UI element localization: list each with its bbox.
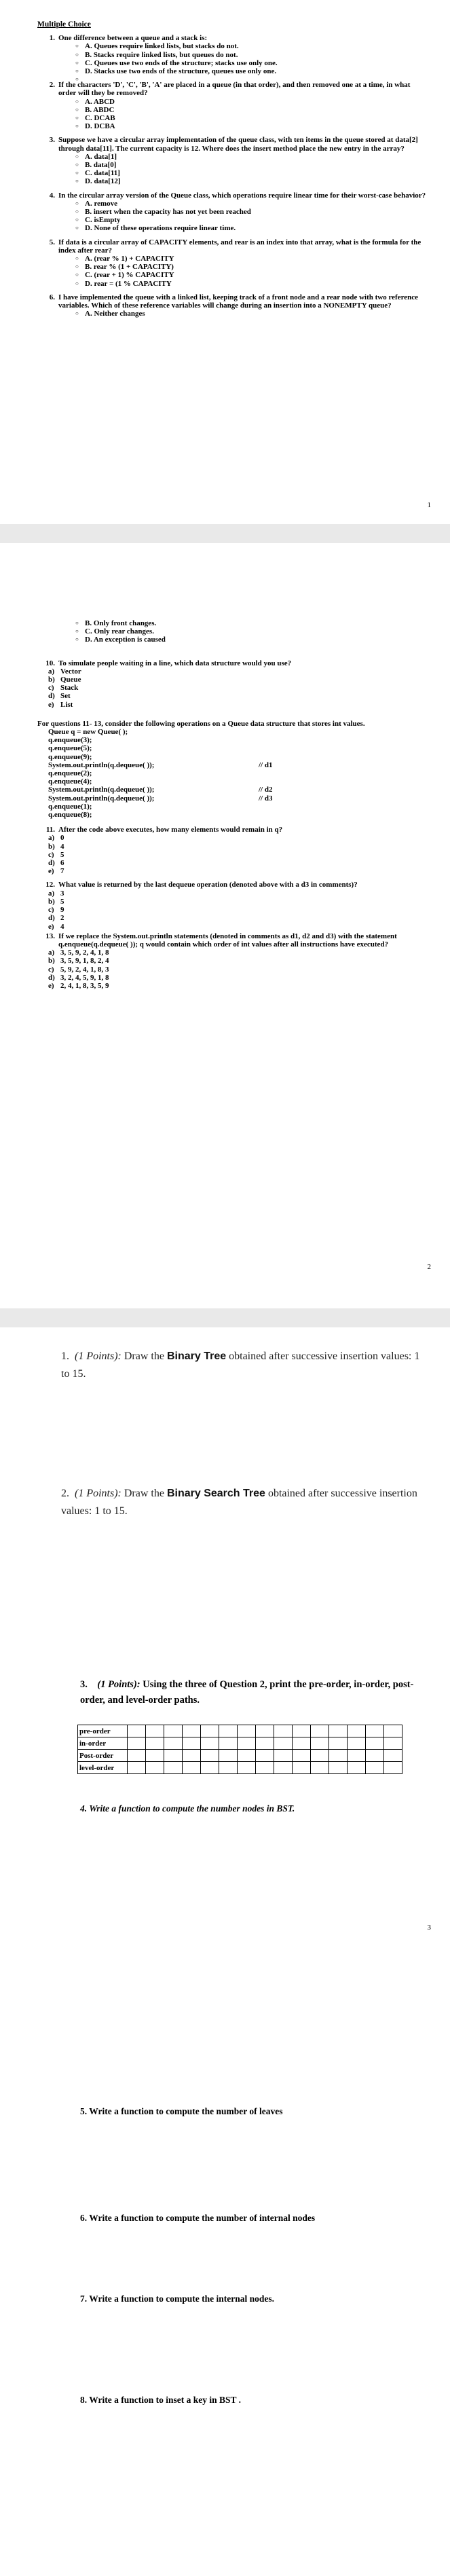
code-line	[48, 786, 430, 794]
code-line	[48, 753, 430, 761]
option: ○ A. remove	[75, 200, 430, 208]
traversal-cell	[366, 1725, 384, 1737]
option: ○ D. DCBA	[75, 122, 430, 130]
option-letter: a)	[48, 889, 55, 898]
option: ○ A. data[1]	[75, 153, 430, 161]
traversal-cell	[128, 1737, 146, 1750]
question-5	[37, 238, 430, 288]
option-text: 4	[60, 922, 64, 931]
option-text: 7	[60, 867, 64, 876]
option-letter: b)	[48, 957, 55, 965]
option: ○ D. An exception is caused	[75, 636, 430, 644]
question-6-continued-options	[37, 619, 430, 644]
option	[48, 889, 430, 898]
section-heading: Multiple Choice	[37, 20, 91, 29]
page-number: 1	[427, 501, 431, 509]
code-line	[48, 744, 430, 752]
option-text: 2	[60, 914, 64, 923]
option-list	[37, 200, 430, 233]
option: ○ D. None of these operations require linear time.	[75, 224, 430, 232]
task-6: 6. Write a function to compute the number of internal nodes	[80, 2213, 316, 2223]
question-text: If the characters 'D', 'C', 'B', 'A' are placed in a queue (in that order), and then removed one at a time, in what order will they be removed?	[58, 81, 411, 98]
option-text: 5, 9, 2, 4, 1, 8, 3	[60, 965, 109, 974]
code-comment: // d1	[259, 760, 273, 769]
traversal-cell	[128, 1725, 146, 1737]
question-12: 12. What value is returned by the last dequeue operation (denoted above with a d3 in comments)? a) 3 b) 5 c) 9 d) 2 e) 4	[37, 881, 430, 930]
option: ○ C. (rear + 1) % CAPACITY	[75, 271, 430, 279]
question-stem	[37, 293, 430, 310]
option-letter: c)	[48, 906, 54, 915]
code-statement: q.enqueue(3);	[48, 736, 92, 745]
option-letter: c)	[48, 850, 54, 859]
question-13: 13. If we replace the System.out.println statements (denoted in comments as d1, d2 and d3) with the statement q.enqueue(q.dequeue( )); q would contain which order of int values after all instructions have executed? a) 3, 5, 9, 2, 4, 1, 8 b) 3, 5, 9, 1, 8, 2, 4 c) 5, 9, 2, 4, 1, 8, 3 d) 3, 2, 4, 5, 9, 1, 8 e) 2, 4, 1, 8, 3, 5, 9	[37, 932, 430, 990]
question-2	[37, 81, 430, 130]
option	[48, 898, 430, 906]
option	[48, 851, 430, 859]
question-11-options	[37, 834, 430, 875]
option	[48, 949, 430, 957]
option	[48, 667, 430, 676]
question-3	[37, 136, 430, 185]
traversal-cell	[329, 1737, 348, 1750]
option	[48, 684, 430, 692]
option-letter: b)	[48, 676, 55, 684]
traversal-cell	[201, 1737, 219, 1750]
traversal-cell	[329, 1725, 348, 1737]
traversal-cell	[311, 1750, 329, 1762]
code-line	[48, 728, 430, 736]
option: ○ C. DCAB	[75, 114, 430, 122]
question-number: 4.	[49, 191, 55, 200]
question-text: Suppose we have a circular array implementation of the queue class, with ten items in the queue stored at data[2] through data[11]. The current capacity is 12. Where does the insert method place the new entry in the array?	[58, 136, 418, 153]
traversal-cell	[384, 1725, 402, 1737]
option: ○ C. isEmpty	[75, 216, 430, 224]
traversal-question: 3. (1 Points): Using the three of Question 2, print the pre-order, in-order, post-order, and level-order paths.	[80, 1679, 414, 1706]
option-letter: e)	[48, 922, 54, 931]
page-number: 3	[427, 1924, 431, 1932]
traversal-cell	[219, 1762, 238, 1774]
option: ○ B. Only front changes.	[75, 619, 430, 627]
traversal-cell	[146, 1737, 164, 1750]
question-stem	[37, 191, 430, 200]
question-number: 2.	[49, 81, 55, 90]
option: ○ D. Stacks use two ends of the structure, queues use only one.	[75, 67, 430, 75]
traversal-label: in-order	[78, 1737, 128, 1750]
option	[48, 676, 430, 684]
traversal-cell	[164, 1725, 183, 1737]
option: ○ B. insert when the capacity has not yet been reached	[75, 208, 430, 216]
traversal-cell	[293, 1737, 311, 1750]
option	[48, 906, 430, 914]
question-stem	[37, 238, 430, 255]
code-statement: q.enqueue(9);	[48, 752, 92, 761]
question-10-options	[37, 667, 430, 709]
code-block	[48, 728, 430, 819]
traversal-cell	[146, 1750, 164, 1762]
option-text: 3, 2, 4, 5, 9, 1, 8	[60, 973, 109, 982]
question-number: 6.	[49, 293, 55, 301]
option	[48, 957, 430, 965]
option-letter: e)	[48, 700, 54, 709]
option: ○ B. ABDC	[75, 106, 430, 114]
traversal-cell	[311, 1725, 329, 1737]
question-10: 10. To simulate people waiting in a line, which data structure would you use? a) Vector b) Queue c) Stack d) Set e) List	[37, 659, 430, 709]
page-1-content	[37, 20, 430, 318]
question-text: I have implemented the queue with a linked list, keeping track of a front node and a rear node with two reference variables. Which of these reference variables will change during an insertion into a NONEMPTY queue?	[58, 293, 419, 310]
tree-question-1: 1. (1 Points): Draw the Binary Tree obtained after successive insertion values: 1 to 15.	[61, 1350, 420, 1380]
page-3	[0, 1327, 450, 2576]
option-letter: a)	[48, 667, 55, 676]
task-7: 7. Write a function to compute the internal nodes.	[80, 2294, 274, 2304]
traversal-label: Post-order	[78, 1750, 128, 1762]
question-stem	[37, 81, 430, 97]
traversal-cell	[366, 1737, 384, 1750]
traversal-cell	[164, 1762, 183, 1774]
option-list	[37, 153, 430, 186]
traversal-cell	[238, 1737, 256, 1750]
option-text: 4	[60, 842, 64, 851]
question-stem	[37, 136, 430, 152]
code-statement: q.enqueue(1);	[48, 802, 92, 811]
code-statement: System.out.println(q.dequeue( ));	[48, 794, 155, 803]
option-text: Vector	[60, 667, 81, 676]
traversal-row	[78, 1725, 402, 1737]
option: ○ A. ABCD	[75, 98, 430, 106]
traversal-cell	[348, 1762, 366, 1774]
option-text: 3, 5, 9, 1, 8, 2, 4	[60, 957, 109, 965]
traversal-cell	[293, 1750, 311, 1762]
question-number: 1.	[49, 34, 55, 43]
traversal-cell	[256, 1737, 274, 1750]
option-list	[37, 310, 430, 318]
option-letter: b)	[48, 842, 55, 851]
option	[48, 843, 430, 851]
option-text: 5	[60, 850, 64, 859]
traversal-cell	[274, 1750, 293, 1762]
traversal-cell	[348, 1750, 366, 1762]
option-text: Queue	[60, 676, 81, 684]
traversal-cell	[274, 1725, 293, 1737]
traversal-cell	[256, 1725, 274, 1737]
option-letter: d)	[48, 914, 55, 923]
option-letter: d)	[48, 692, 55, 701]
question-stem	[37, 34, 430, 42]
code-comment: // d2	[259, 786, 273, 794]
traversal-cell	[201, 1750, 219, 1762]
traversal-cell	[293, 1725, 311, 1737]
option: ○ C. Queues use two ends of the structure; stacks use only one.	[75, 59, 430, 67]
code-line	[48, 803, 430, 811]
traversal-cell	[274, 1762, 293, 1774]
option: ○ D. data[12]	[75, 177, 430, 185]
code-statement: q.enqueue(5);	[48, 744, 92, 753]
traversal-cell	[128, 1750, 146, 1762]
traversal-cell	[219, 1750, 238, 1762]
traversal-row	[78, 1737, 402, 1750]
traversal-row	[78, 1750, 402, 1762]
code-line	[48, 736, 430, 744]
option-text: 5	[60, 897, 64, 906]
question-4	[37, 191, 430, 233]
option-text: 6	[60, 859, 64, 868]
traversal-cell	[201, 1762, 219, 1774]
traversal-cell	[274, 1737, 293, 1750]
traversal-cell	[146, 1762, 164, 1774]
option-letter: e)	[48, 981, 54, 990]
traversal-cell	[219, 1737, 238, 1750]
traversal-table	[77, 1725, 402, 1774]
traversal-cell	[293, 1762, 311, 1774]
traversal-label: pre-order	[78, 1725, 128, 1737]
traversal-cell	[311, 1737, 329, 1750]
code-line	[48, 769, 430, 777]
question-6	[37, 293, 430, 318]
question-text: One difference between a queue and a stack is:	[58, 34, 208, 43]
page-number: 2	[427, 1263, 431, 1271]
code-statement: q.enqueue(8);	[48, 811, 92, 820]
option-text: 9	[60, 906, 64, 915]
task-8: 8. Write a function to inset a key in BST .	[80, 2395, 242, 2405]
option	[48, 923, 430, 931]
traversal-cell	[219, 1725, 238, 1737]
option	[48, 834, 430, 842]
task-4: 4. Write a function to compute the number nodes in BST.	[80, 1803, 295, 1814]
traversal-cell	[348, 1725, 366, 1737]
option-text: 3, 5, 9, 2, 4, 1, 8	[60, 949, 109, 957]
option-letter: c)	[48, 684, 54, 693]
task-5: 5. Write a function to compute the number of leaves	[80, 2106, 283, 2116]
traversal-cell	[183, 1750, 201, 1762]
traversal-cell	[348, 1737, 366, 1750]
option-text: List	[60, 700, 73, 709]
option	[48, 974, 430, 982]
traversal-cell	[128, 1762, 146, 1774]
traversal-cell	[256, 1762, 274, 1774]
traversal-row	[78, 1762, 402, 1774]
question-1	[37, 34, 430, 75]
traversal-cell	[183, 1737, 201, 1750]
option-text: Stack	[60, 684, 79, 693]
question-text: If data is a circular array of CAPACITY elements, and rear is an index into that array, what is the formula for the index after rear?	[58, 238, 421, 255]
traversal-cell	[384, 1737, 402, 1750]
traversal-cell	[329, 1750, 348, 1762]
option-list	[37, 98, 430, 131]
option: ○ B. rear % (1 + CAPACITY)	[75, 263, 430, 271]
option: ○ B. data[0]	[75, 161, 430, 169]
option-text: Set	[60, 692, 71, 701]
code-line	[48, 761, 430, 769]
option	[48, 867, 430, 875]
option-letter: a)	[48, 834, 55, 843]
page-2-content	[37, 619, 430, 990]
option: ○ B. Stacks require linked lists, but queues do not.	[75, 51, 430, 59]
option: ○ C. data[11]	[75, 169, 430, 177]
option-text: 3	[60, 889, 64, 898]
traversal-cell	[366, 1750, 384, 1762]
code-line	[48, 777, 430, 786]
traversal-cell	[238, 1725, 256, 1737]
option-letter: d)	[48, 859, 55, 868]
option-letter: e)	[48, 867, 54, 876]
page-2	[0, 543, 450, 1308]
question-12-options	[37, 889, 430, 931]
option: ○ A. (rear % 1) + CAPACITY	[75, 255, 430, 263]
option-list	[37, 42, 430, 75]
traversal-cell	[201, 1725, 219, 1737]
option-letter: b)	[48, 897, 55, 906]
option	[48, 859, 430, 867]
traversal-cell	[238, 1762, 256, 1774]
option	[48, 982, 430, 990]
option: ○ D. rear = (1 % CAPACITY	[75, 280, 430, 288]
option	[48, 965, 430, 974]
traversal-cell	[183, 1725, 201, 1737]
question-number: 3.	[49, 136, 55, 145]
code-line	[48, 811, 430, 819]
traversal-cell	[329, 1762, 348, 1774]
option-text: 0	[60, 834, 64, 843]
code-statement: System.out.println(q.dequeue( ));	[48, 760, 155, 769]
option-letter: a)	[48, 949, 55, 957]
traversal-cell	[384, 1750, 402, 1762]
question-13-options	[37, 949, 430, 990]
traversal-cell	[384, 1762, 402, 1774]
code-intro: For questions 11- 13, consider the following operations on a Queue data structure that stores int values.	[37, 719, 365, 728]
traversal-cell	[164, 1737, 183, 1750]
question-11: 11. After the code above executes, how many elements would remain in q? a) 0 b) 4 c) 5 d) 6 e) 7	[37, 826, 430, 875]
question-number: 5.	[49, 238, 55, 246]
tree-question-2: 2. (1 Points): Draw the Binary Search Tree obtained after successive insertion values: 1 to 15.	[61, 1488, 417, 1517]
traversal-cell	[311, 1762, 329, 1774]
option-letter: c)	[48, 965, 54, 974]
code-statement: Queue q = new Queue( );	[48, 728, 128, 737]
question-list	[37, 34, 430, 318]
option	[48, 692, 430, 700]
code-statement: System.out.println(q.dequeue( ));	[48, 786, 155, 794]
option-text: 2, 4, 1, 8, 3, 5, 9	[60, 981, 109, 990]
option: ○ A. Neither changes	[75, 310, 430, 318]
question-text: In the circular array version of the Queue class, which operations require linear time for their worst-case behavior?	[58, 191, 426, 200]
option	[48, 914, 430, 922]
option-list	[37, 255, 430, 288]
traversal-cell	[366, 1762, 384, 1774]
option-letter: d)	[48, 973, 55, 982]
traversal-cell	[146, 1725, 164, 1737]
option	[48, 701, 430, 709]
traversal-cell	[256, 1750, 274, 1762]
traversal-cell	[183, 1762, 201, 1774]
code-line	[48, 794, 430, 803]
option: ○ A. Queues require linked lists, but stacks do not.	[75, 42, 430, 50]
code-statement: q.enqueue(2);	[48, 769, 92, 778]
page-1	[0, 0, 450, 524]
option: ○ C. Only rear changes.	[75, 627, 430, 636]
code-statement: q.enqueue(4);	[48, 777, 92, 786]
code-comment: // d3	[259, 794, 273, 803]
traversal-cell	[238, 1750, 256, 1762]
traversal-label: level-order	[78, 1762, 128, 1774]
traversal-cell	[164, 1750, 183, 1762]
